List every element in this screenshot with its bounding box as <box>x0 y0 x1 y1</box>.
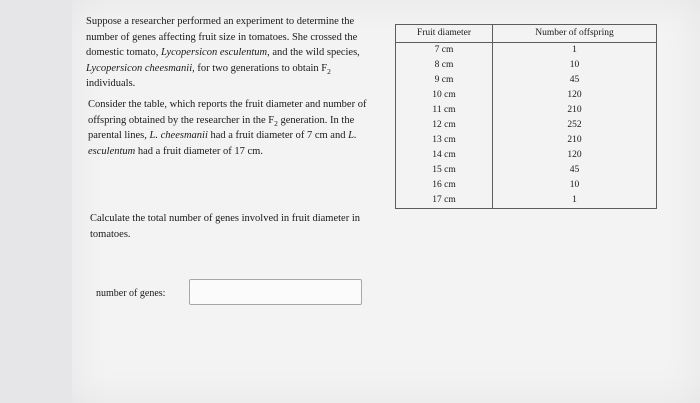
species-domestic: Lycopersicon esculentum <box>160 47 268 58</box>
cell-offspring: 10 <box>493 58 657 73</box>
context-paragraph <box>88 97 380 159</box>
intro-text-4: individuals. <box>86 78 136 89</box>
cell-diameter: 11 cm <box>396 103 493 118</box>
table-row <box>396 58 657 73</box>
cell-diameter: 13 cm <box>396 133 493 148</box>
table-row <box>396 163 657 178</box>
cell-offspring: 10 <box>493 178 657 193</box>
species-wild-short: L. cheesmanii <box>149 130 208 141</box>
table-row <box>396 73 657 88</box>
header-fruit-diameter: Fruit diameter <box>396 25 493 43</box>
context-text-2: generation. In the parental lines, <box>88 114 355 141</box>
cell-diameter: 10 cm <box>396 88 493 103</box>
intro-text-2: , and the wild species, <box>267 47 360 58</box>
table-row <box>396 148 657 163</box>
cell-diameter: 17 cm <box>396 193 493 209</box>
cell-diameter: 12 cm <box>396 118 493 133</box>
cell-offspring: 120 <box>493 88 657 103</box>
cell-offspring: 45 <box>493 163 657 178</box>
cell-diameter: 14 cm <box>396 148 493 163</box>
cell-offspring: 210 <box>493 103 657 118</box>
table-row <box>396 118 657 133</box>
table-row <box>396 103 657 118</box>
cell-diameter: 15 cm <box>396 163 493 178</box>
context-text-3: had a fruit diameter of 7 cm and <box>207 130 349 141</box>
table-row <box>396 88 657 103</box>
table-row <box>396 43 657 59</box>
table-row <box>396 178 657 193</box>
cell-diameter: 16 cm <box>396 178 493 193</box>
species-domestic-short: L. esculentum <box>88 130 357 157</box>
cell-offspring: 45 <box>493 73 657 88</box>
offspring-table <box>395 24 657 209</box>
cell-offspring: 210 <box>493 133 657 148</box>
cell-diameter: 8 cm <box>396 58 493 73</box>
header-number-offspring: Number of offspring <box>493 25 657 43</box>
cell-offspring: 1 <box>493 43 657 59</box>
intro-paragraph <box>86 14 376 92</box>
cell-diameter: 7 cm <box>396 43 493 59</box>
generation-subscript: 2 <box>327 66 331 76</box>
context-text-1: Consider the table, which reports the fruit diameter and number of offspring obtained by the researcher in the F <box>88 99 367 126</box>
species-wild: Lycopersicon cheesmanii <box>86 62 193 74</box>
intro-text-1: Suppose a researcher performed an experiment to determine the number of genes affecting fruit size in tomatoes. She crossed the domestic tomato, <box>86 16 358 58</box>
table-row <box>396 193 657 209</box>
context-text-4: had a fruit diameter of 17 cm. <box>135 145 263 157</box>
table-row <box>396 133 657 148</box>
generation-subscript: 2 <box>274 118 278 128</box>
cell-offspring: 252 <box>493 118 657 133</box>
cell-diameter: 9 cm <box>396 73 493 88</box>
cell-offspring: 120 <box>493 148 657 163</box>
table-header-row <box>396 25 657 43</box>
answer-input[interactable] <box>189 279 362 305</box>
intro-text-3: , for two generations to obtain F <box>192 62 328 74</box>
question-prompt: Calculate the total number of genes involved in fruit diameter in tomatoes. <box>90 213 361 240</box>
answer-label: number of genes: <box>96 288 166 299</box>
cell-offspring: 1 <box>493 193 657 209</box>
